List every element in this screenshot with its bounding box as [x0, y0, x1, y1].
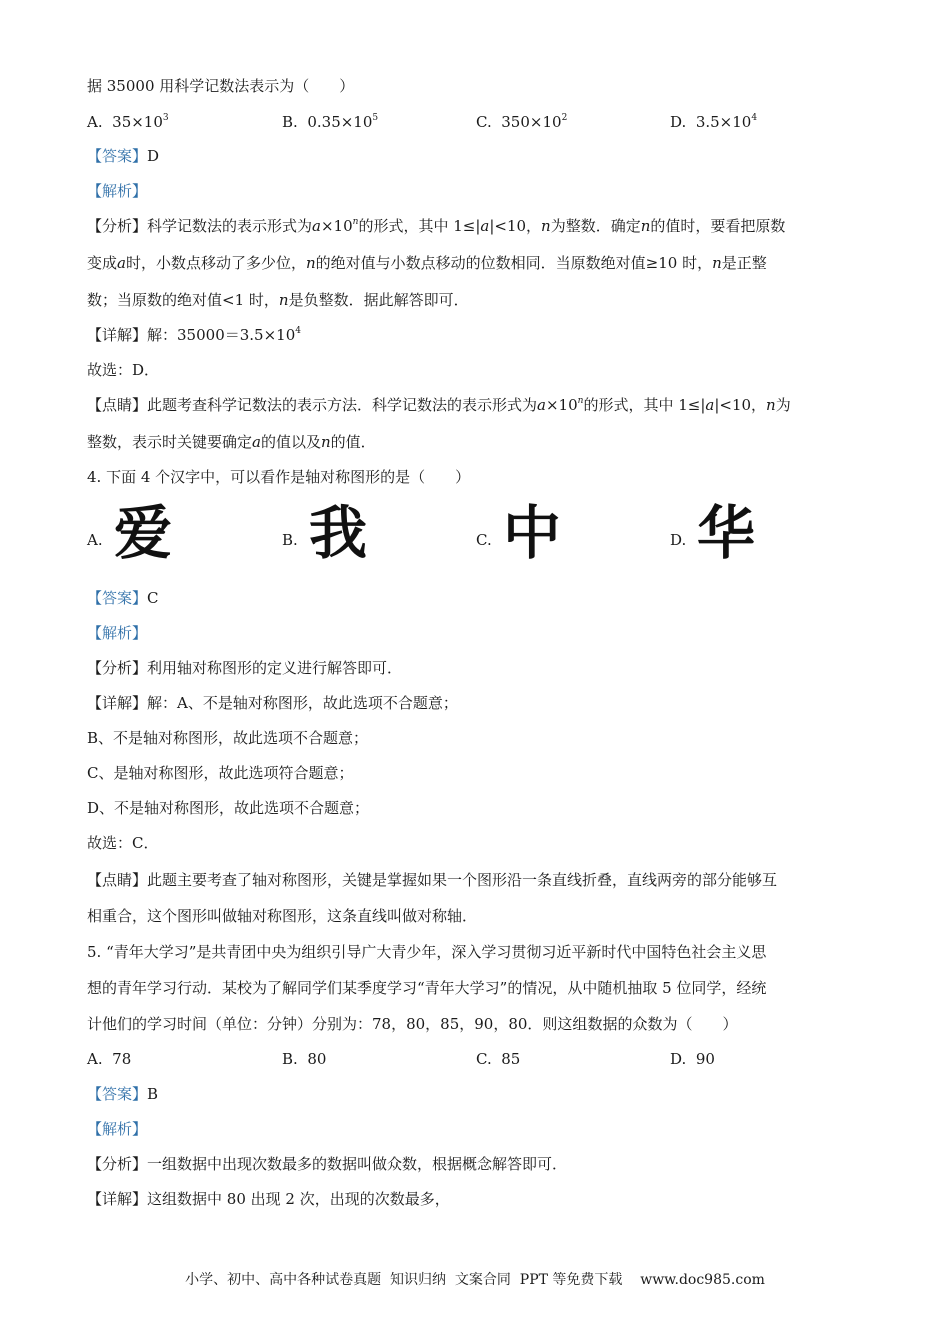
q3-comment-line2: 整数，表示时关键要确定a的值以及n的值．: [87, 433, 376, 451]
q4-option-b-label: B.: [282, 531, 298, 549]
q4-analysis: 【分析】利用轴对称图形的定义进行解答即可．: [87, 659, 403, 677]
q5-option-a: A. 78: [87, 1050, 132, 1068]
q4-option-d-char: 华: [697, 499, 756, 567]
q4-option-c-char: 中: [503, 499, 562, 567]
q5-option-b: B. 80: [282, 1050, 327, 1068]
q4-detail-b: B、不是轴对称图形，故此选项不合题意；: [87, 729, 369, 747]
q4-choose: 故选：C．: [87, 834, 159, 852]
q5-answer: 【答案】B: [87, 1085, 159, 1103]
q3-analysis-line1: 【分析】科学记数法的表示形式为$a\times 10^n$的形式，其中 1≤|a|<10，n为整数．确定n的值时，要看把原数: [87, 217, 786, 235]
q3-jiexi-heading: 【解析】: [87, 182, 148, 200]
q3-answer: 【答案】D: [87, 147, 160, 165]
q4-option-a-label: A.: [87, 531, 103, 549]
q5-jiexi-heading: 【解析】: [87, 1120, 148, 1138]
q3-detail: 【详解】解：$35000=3.5\times 10^4$: [87, 326, 301, 344]
page-footer: 小学、初中、高中各种试卷真题 知识归纳 文案合同 PPT 等免费下载 www.doc985.com: [185, 1272, 765, 1288]
q5-analysis: 【分析】一组数据中出现次数最多的数据叫做众数，根据概念解答即可．: [87, 1155, 568, 1173]
q5-stem-line2: 想的青年学习行动．某校为了解同学们某季度学习“青年大学习”的情况，从中随机抽取 5 位同学，经统: [87, 979, 767, 997]
q3-analysis-line2: 变成a时，小数点移动了多少位，n的绝对值与小数点移动的位数相同．当原数绝对值≥10 时，n是正整: [87, 254, 767, 272]
q4-comment-line1: 【点睛】此题主要考查了轴对称图形，关键是掌握如果一个图形沿一条直线折叠，直线两旁的部分能够互: [87, 871, 778, 889]
q5-option-c: C. 85: [476, 1050, 521, 1068]
q4-option-c-label: C.: [476, 531, 492, 549]
q5-detail: 【详解】这组数据中 80 出现 2 次，出现的次数最多，: [87, 1190, 450, 1208]
q4-stem: 4. 下面 4 个汉字中，可以看作是轴对称图形的是（ ）: [87, 468, 471, 486]
q5-stem-line1: 5. “青年大学习”是共青团中央为组织引导广大青少年，深入学习贯彻习近平新时代中国特色社会主义思: [87, 943, 767, 961]
q4-detail-d: D、不是轴对称图形，故此选项不合题意；: [87, 799, 370, 817]
q4-option-b-char: 我: [309, 499, 368, 567]
q3-comment-line1: 【点睛】此题考查科学记数法的表示方法．科学记数法的表示形式为$a\times 10^n$的形式，其中 1≤|a|<10，n为: [87, 396, 791, 414]
q4-detail: 【详解】解：A、不是轴对称图形，故此选项不合题意；: [87, 694, 458, 712]
q4-option-d-label: D.: [670, 531, 687, 549]
q5-stem-line3: 计他们的学习时间（单位：分钟）分别为：78，80，85，90，80．则这组数据的众数为（ ）: [87, 1015, 738, 1033]
q4-comment-line2: 相重合，这个图形叫做轴对称图形，这条直线叫做对称轴．: [87, 907, 478, 925]
q4-option-a-char: 爱: [114, 499, 173, 567]
q3-stem: 据 35000 用科学记数法表示为（ ）: [87, 77, 355, 95]
q3-choose: 故选：D．: [87, 361, 160, 379]
q3-option-c: C. $350\times 10^2$: [476, 113, 568, 131]
q4-answer: 【答案】C: [87, 589, 159, 607]
q3-option-b: B. $0.35\times 10^5$: [282, 113, 379, 131]
q3-option-d: D. $3.5\times 10^4$: [670, 113, 758, 131]
q5-option-d: D. 90: [670, 1050, 715, 1068]
q4-detail-c: C、是轴对称图形，故此选项符合题意；: [87, 764, 354, 782]
q3-option-a: A. $35\times 10^3$: [87, 113, 169, 131]
q4-jiexi-heading: 【解析】: [87, 624, 148, 642]
q3-analysis-line3: 数；当原数的绝对值<1 时，n是负整数．据此解答即可．: [87, 291, 469, 309]
